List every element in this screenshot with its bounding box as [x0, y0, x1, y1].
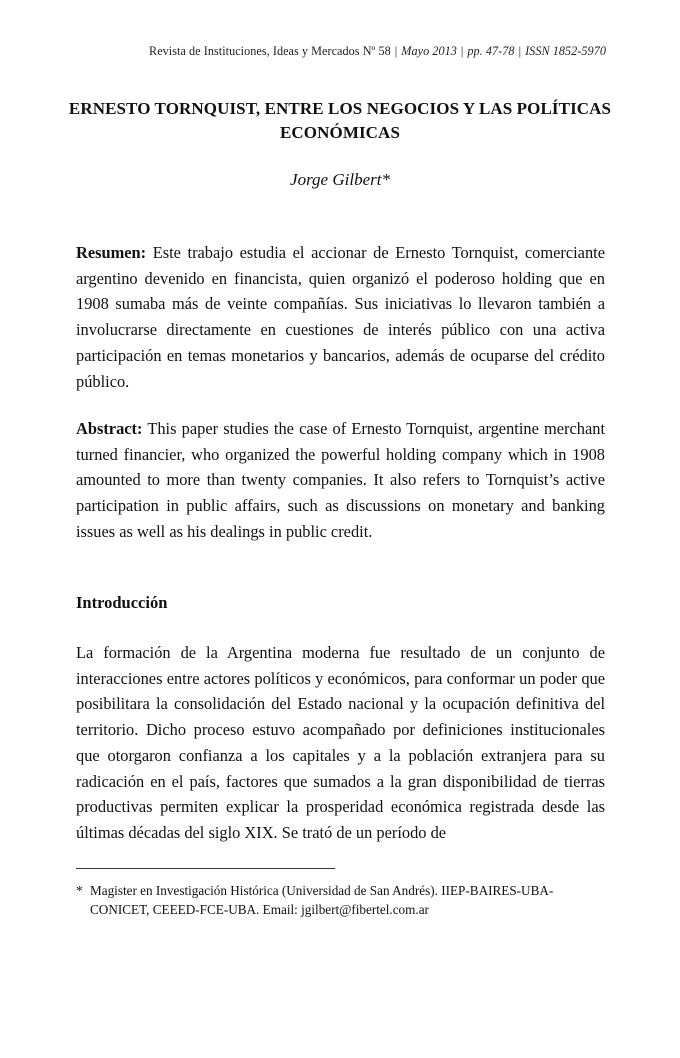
header-separator: | — [518, 44, 522, 58]
resumen-text: Este trabajo estudia el accionar de Ernesto Tornquist, comerciante argentino devenido en financista, quien organizó el poderoso holding que en 1908 sumaba más de veinte compañías. Sus iniciativas lo llevaron también a involucrarse directamente en cuestiones de interés público con una activa participación en temas monetarios y bancarios, además de ocuparse del crédito público. — [76, 243, 605, 391]
resumen-label: Resumen: — [76, 243, 147, 262]
introduccion-paragraph: La formación de la Argentina moderna fue resultado de un conjunto de interacciones entre actores políticos y económicos, para conformar un poder que posibilitara la consolidación del Estado nacional y la ocupación definitiva del territorio. Dicho proceso estuvo acompañado por definiciones institucionales que otorgaron confianza a los capitales y a la población extranjera para su radicación en el país, factores que sumados a la gran disponibilidad de tierras productivas permiten explicar la prosperidad económica registrada desde las últimas décadas del siglo XIX. Se trató de un período de — [76, 643, 605, 842]
issn: ISSN 1852-5970 — [525, 44, 606, 58]
resumen-paragraph — [76, 240, 605, 394]
article-title: ERNESTO TORNQUIST, ENTRE LOS NEGOCIOS Y LAS POLÍTICAS ECONÓMICAS — [68, 99, 612, 142]
section-heading-introduccion: Introducción — [76, 593, 168, 612]
page-range: pp. 47-78 — [467, 44, 515, 58]
journal-name: Revista de Instituciones, Ideas y Mercados Nº 58 — [149, 44, 391, 58]
footnote-text: Magister en Investigación Histórica (Universidad de San Andrés). IIEP-BAIRES-UBA-CONICET, CEEED-FCE-UBA. Email: jgilbert@fibertel.com.ar — [90, 883, 554, 917]
issue-date: Mayo 2013 — [401, 44, 457, 58]
footnote-rule — [76, 868, 335, 869]
header-separator: | — [460, 44, 464, 58]
article-author: Jorge Gilbert* — [290, 170, 390, 189]
abstract-text: This paper studies the case of Ernesto Tornquist, argentine merchant turned financier, who organized the powerful holding company which in 1908 amounted to more than twenty companies. It also refers to Tornquist’s active participation in public affairs, such as discussions on monetary and banking issues as well as his dealings in public credit. — [76, 419, 605, 541]
footnote — [76, 881, 606, 919]
footnote-mark: * — [76, 883, 83, 898]
running-header — [0, 44, 606, 59]
abstract-label: Abstract: — [76, 419, 143, 438]
abstract-paragraph — [76, 416, 605, 545]
header-separator: | — [394, 44, 398, 58]
